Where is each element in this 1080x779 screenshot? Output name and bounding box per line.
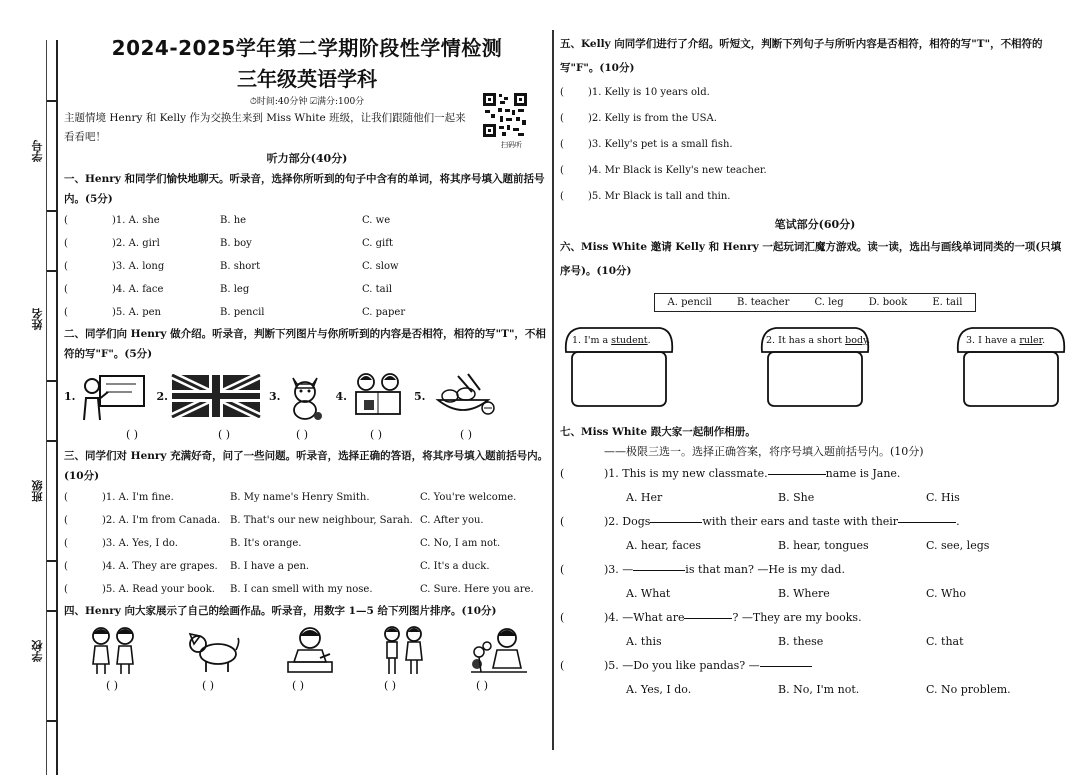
boy-drawing-icon	[280, 624, 340, 676]
word-option: C. leg	[814, 297, 844, 308]
section-3-heading: 三、同学们对 Henry 充满好奇，问了一些问题。听录音，选择正确的答语，将其序号填入题前括号内。(10分)	[64, 450, 549, 482]
list-item: ( )2. Dogs with their ears and taste with their .	[560, 510, 1070, 534]
options-row: A. hear, faces B. hear, tongues C. see, legs	[626, 539, 990, 552]
answer-blank[interactable]	[898, 510, 956, 523]
written-section-title: 笔试部分(60分)	[774, 218, 856, 231]
margin-tick	[47, 270, 56, 272]
dog-icon	[182, 624, 242, 676]
answer-blank[interactable]: ( )	[202, 679, 215, 692]
answer-blank[interactable]: ( )	[106, 679, 119, 692]
margin-tick	[47, 720, 56, 722]
basket-1[interactable]: 1. I'm a student.	[560, 322, 678, 410]
list-item: ( )3. A. Yes, I do. B. It's orange. C. No, I am not.	[64, 538, 501, 549]
list-item: ( )4. —What are ? —They are my books.	[560, 606, 1070, 630]
list-item: ( )2. A. I'm from Canada. B. That's our new neighbour, Sarah. C. After you.	[64, 515, 484, 526]
theme-intro: 主题情境 Henry 和 Kelly 作为交换生来到 Miss White 班级，让我们跟随他们一起来看看吧！	[64, 112, 466, 143]
margin-tick	[47, 610, 56, 612]
answer-blank[interactable]: ( )	[296, 428, 309, 441]
margin-field-class: 班级	[31, 480, 44, 502]
qr-caption: 扫码听	[501, 141, 522, 149]
answer-blank[interactable]	[650, 510, 702, 523]
section-1-list	[64, 209, 550, 324]
list-item: ( )1. This is my new classmate. name is Jane.	[560, 462, 1070, 486]
section-5-list	[560, 80, 1070, 210]
answer-blank[interactable]: ( )	[384, 679, 397, 692]
section-6-heading: 六、Miss White 邀请 Kelly 和 Henry 一起玩词汇魔方游戏。读一读，选出与画线单词同类的一项(只填序号)。(10分)	[560, 241, 1062, 277]
list-item: ( )1. A. I'm fine. B. My name's Henry Smith. C. You're welcome.	[64, 492, 517, 503]
margin-field-student-id: 学号	[31, 140, 44, 162]
girl-with-flowers-icon	[467, 624, 531, 676]
word-option: B. teacher	[737, 297, 790, 308]
fruit-basket-icon	[428, 370, 498, 422]
list-item: ( )5. Mr Black is tall and thin.	[560, 191, 731, 202]
list-item: ( )2. A. girl B. boy C. gift	[64, 238, 393, 249]
two-kids-icon	[83, 624, 143, 676]
answer-blank[interactable]: ( )	[126, 428, 139, 441]
section-7-subheading: ——极限三选一。选择正确答案，将序号填入题前括号内。(10分)	[604, 445, 924, 458]
list-item: ( )4. A. They are grapes. B. I have a pen. C. It's a duck.	[64, 561, 490, 572]
margin-tick	[47, 210, 56, 212]
right-column	[560, 32, 1070, 777]
word-option: D. book	[868, 297, 908, 308]
list-item: ( )2. Kelly is from the USA.	[560, 113, 717, 124]
options-row: A. this B. these C. that	[626, 635, 964, 648]
margin-tick	[47, 380, 56, 382]
margin-line-inner	[46, 40, 47, 775]
options-row: A. What B. Where C. Who	[626, 587, 967, 600]
margin-tick	[47, 560, 56, 562]
answer-blank[interactable]: ( )	[292, 679, 305, 692]
word-option: E. tail	[932, 297, 963, 308]
exam-subtitle: 三年级英语学科	[237, 67, 377, 91]
exam-title: 2024-2025学年第二学期阶段性学情检测	[111, 36, 503, 60]
section-7-heading: 七、Miss White 跟大家一起制作相册。	[560, 426, 756, 438]
section-1-heading: 一、Henry 和同学们愉快地聊天。听录音，选择你所听到的句子中含有的单词，将其序号填入题前括号内。(5分)	[64, 173, 545, 205]
answer-blank[interactable]	[684, 606, 732, 619]
list-item: ( )3. Kelly's pet is a small fish.	[560, 139, 733, 150]
margin-line-outer	[56, 40, 58, 775]
section-3-list	[64, 486, 550, 601]
section-2-pictures: 1. 2. 3. 4. 5.	[64, 364, 550, 428]
options-row: A. Her B. She C. His	[626, 491, 960, 504]
section-2-answer-blanks	[64, 428, 550, 446]
cat-icon	[283, 370, 327, 422]
column-divider	[552, 30, 554, 750]
answer-blank[interactable]: ( )	[370, 428, 383, 441]
section-7-list	[560, 462, 1070, 702]
margin-field-name: 姓名	[31, 308, 44, 330]
left-column	[64, 30, 550, 775]
section-5-heading: 五、Kelly 向同学们进行了介绍。听短文，判断下列句子与所听内容是否相符，相符的写"T"，不相符的写"F"。(10分)	[560, 38, 1043, 74]
word-option: A. pencil	[667, 297, 712, 308]
list-item: ( )1. A. she B. he C. we	[64, 215, 391, 226]
list-item: ( )5. —Do you like pandas? —	[560, 654, 1070, 678]
word-bank	[654, 293, 976, 312]
answer-blank[interactable]: ( )	[218, 428, 231, 441]
answer-blank[interactable]	[768, 462, 826, 475]
teacher-at-board-icon	[78, 370, 148, 422]
margin-tick	[47, 100, 56, 102]
list-item: ( )5. A. pen B. pencil C. paper	[64, 307, 406, 318]
kids-reading-icon	[350, 370, 406, 422]
list-item: ( )4. Mr Black is Kelly's new teacher.	[560, 165, 767, 176]
list-item: ( )1. Kelly is 10 years old.	[560, 87, 710, 98]
answer-blank[interactable]: ( )	[476, 679, 489, 692]
uk-flag-icon	[171, 374, 261, 418]
answer-blank[interactable]	[633, 558, 685, 571]
section-2-heading: 二、同学们向 Henry 做介绍。听录音，判断下列图片与你所听到的内容是否相符，相符的写"T"，不相符的写"F"。(5分)	[64, 328, 546, 360]
answer-blank[interactable]: ( )	[460, 428, 473, 441]
margin-field-school: 学校	[31, 640, 44, 662]
boy-and-girl-icon	[378, 624, 428, 676]
list-item: ( )3. A. long B. short C. slow	[64, 261, 399, 272]
section-4-pictures	[64, 621, 550, 679]
list-item: ( )5. A. Read your book. B. I can smell with my nose. C. Sure. Here you are.	[64, 584, 534, 595]
options-row: A. Yes, I do. B. No, I'm not. C. No problem.	[626, 683, 1011, 696]
basket-3[interactable]: 3. I have a ruler.	[952, 322, 1070, 410]
word-baskets	[560, 322, 1070, 414]
binding-margin	[0, 0, 62, 779]
answer-blank[interactable]	[760, 654, 812, 667]
list-item: ( )4. A. face B. leg C. tail	[64, 284, 393, 295]
margin-tick	[47, 440, 56, 442]
exam-meta: ⏱时间:40分钟 ☑满分:100分	[249, 97, 365, 107]
section-4-heading: 四、Henry 向大家展示了自己的绘画作品。听录音，用数字 1—5 给下列图片排序。(10分)	[64, 605, 497, 617]
list-item: ( )3. — is that man? —He is my dad.	[560, 558, 1070, 582]
section-4-answer-blanks	[64, 679, 550, 697]
listening-section-title: 听力部分(40分)	[266, 152, 348, 165]
basket-2[interactable]: 2. It has a short body.	[756, 322, 874, 410]
qr-code-icon[interactable]	[482, 92, 528, 138]
